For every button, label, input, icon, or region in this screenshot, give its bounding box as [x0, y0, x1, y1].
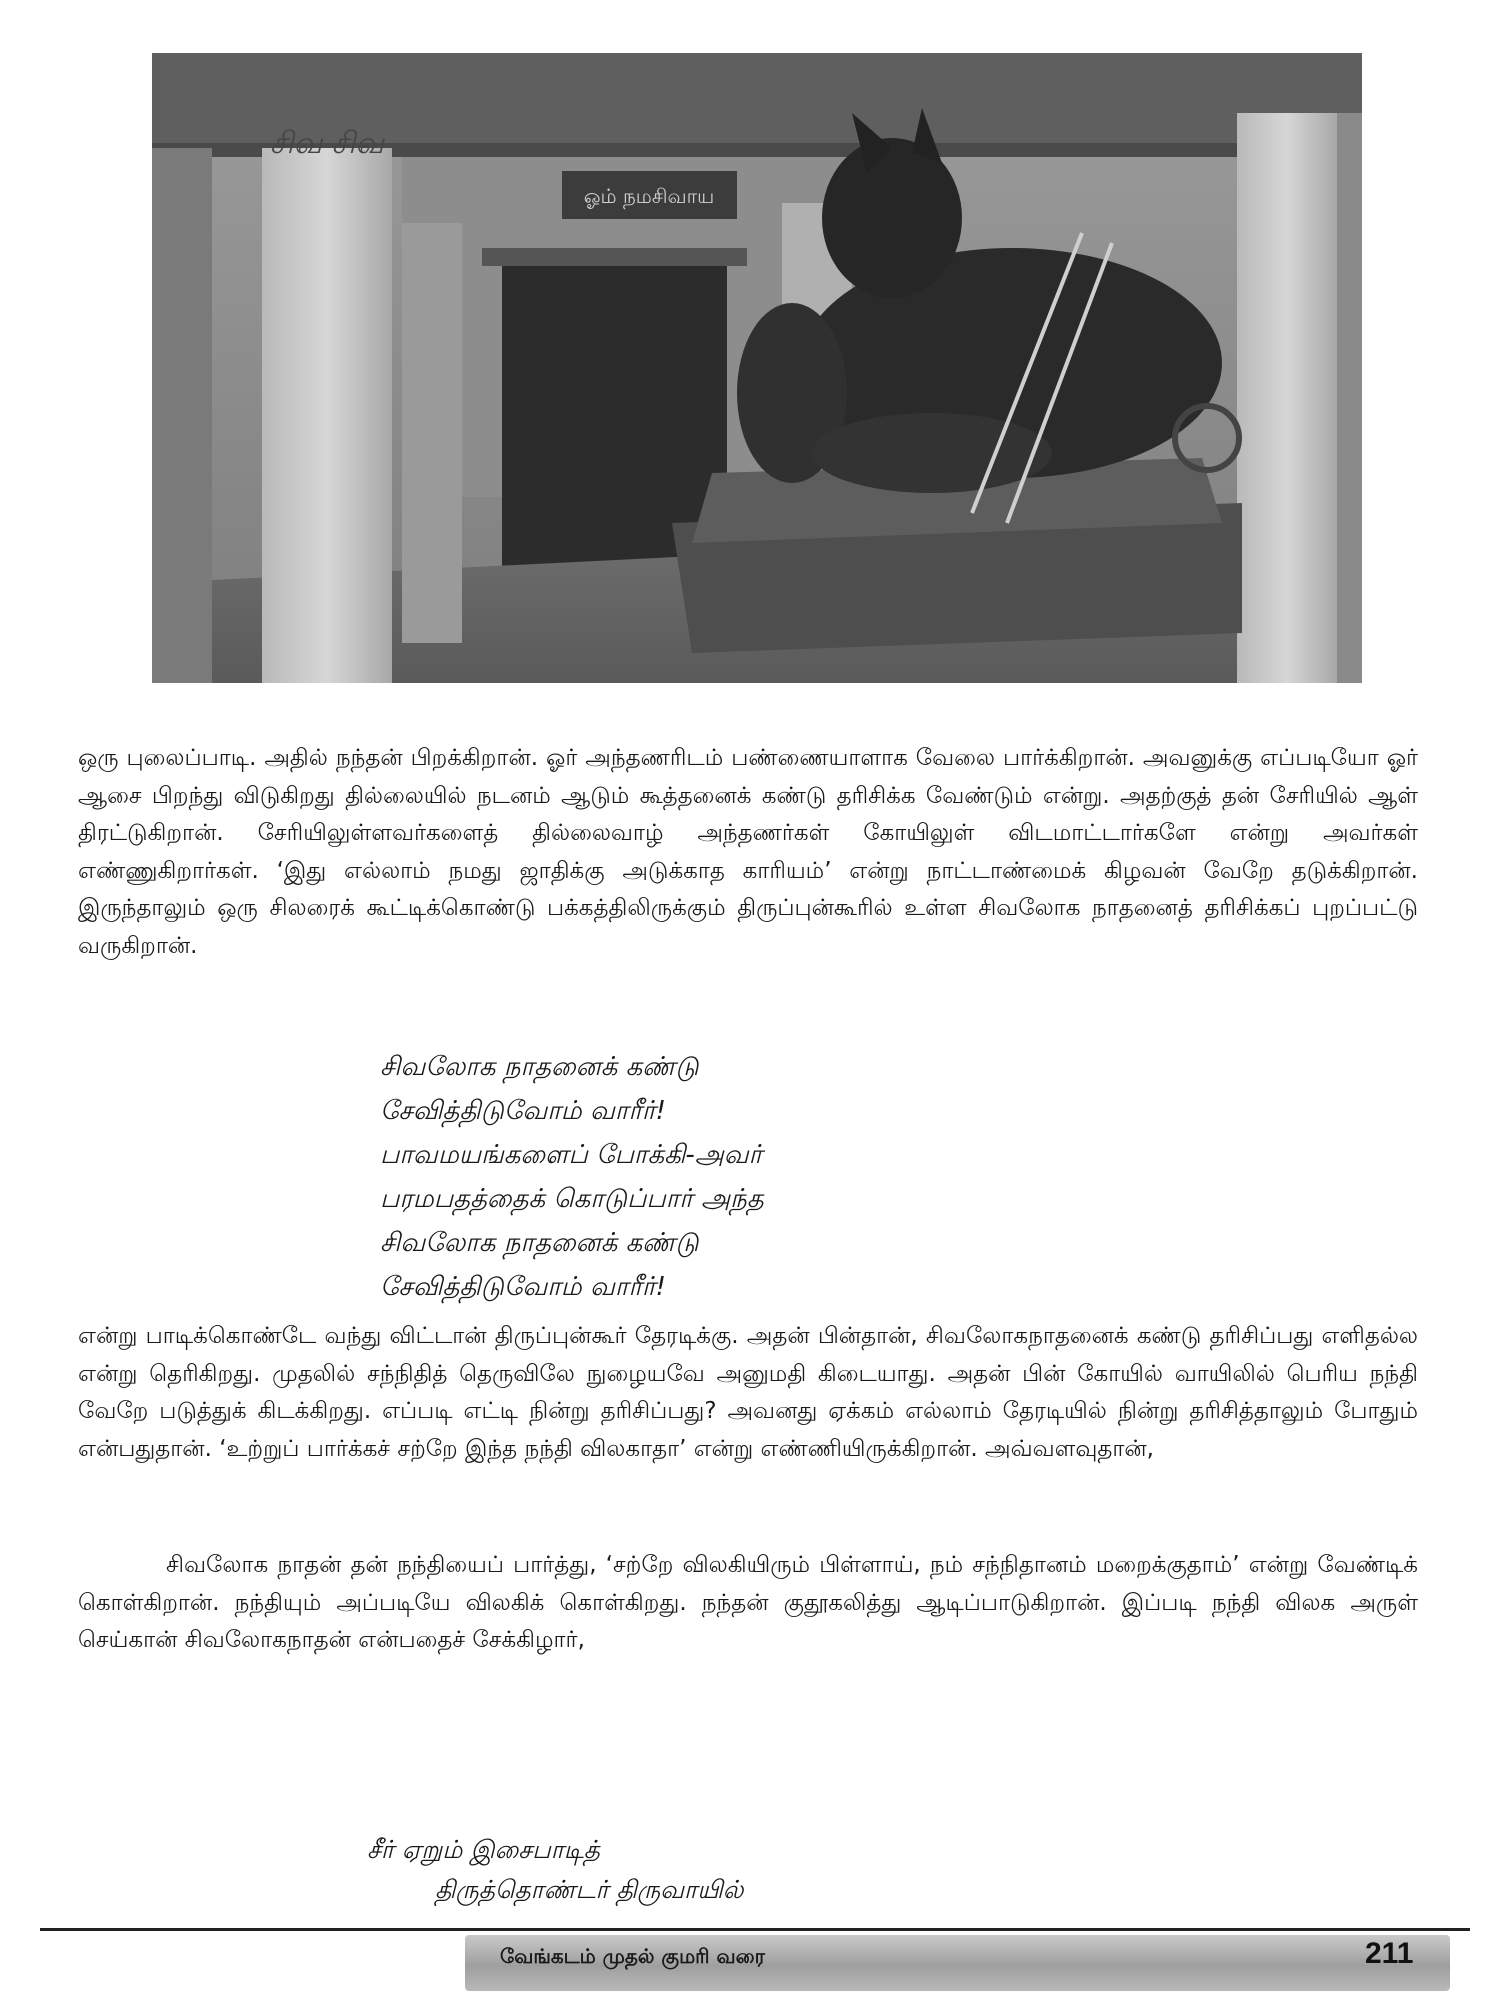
verse-line: சிவலோக நாதனைக் கண்டு: [380, 1228, 699, 1258]
verse-line: சேவித்திடுவோம் வாரீர்!: [380, 1272, 666, 1302]
paragraph-nandi: என்று பாடிக்கொண்டே வந்து விட்டான் திருப்புன்கூர் தேரடிக்கு. அதன் பின்தான், சிவலோகநாதனைக் கண்டு தரிசிப்பது எளிதல்ல என்று தெரிகிறது. முதலில் சந்நிதித் தெருவிலே நுழையவே அனுமதி கிடையாது. அதன் பின் கோயில் வாயிலில் பெரிய நந்தி வேறே படுத்துக் கிடக்கிறது. எப்படி எட்டி நின்று தரிசிப்பது? அவனது ஏக்கம் எல்லாம் தேரடியில் நின்று தரிசித்தாலும் போதும் என்பதுதான். ‘உற்றுப் பார்க்கச் சற்றே இந்த நந்தி விலகாதா’ என்று எண்ணியிருக்கிறான். அவ்வளவுதான்,: [78, 1323, 1418, 1462]
song-verse: [380, 1045, 764, 1309]
footer-divider: [40, 1928, 1470, 1931]
left-pillar: [262, 148, 392, 683]
paragraph-intro: ஒரு புலைப்பாடி. அதில் நந்தன் பிறக்கிறான். ஓர் அந்தணரிடம் பண்ணையாளாக வேலை பார்க்கிறான். அவனுக்கு எப்படியோ ஓர் ஆசை பிறந்து விடுகிறது தில்லையில் நடனம் ஆடும் கூத்தனைக் கண்டு தரிசிக்க வேண்டும் என்று. அதற்குத் தன் சேரியில் ஆள் திரட்டுகிறான். சேரியிலுள்ளவர்களைத் தில்லைவாழ் அந்தணர்கள் கோயிலுள் விடமாட்டார்களே என்று அவர்கள் எண்ணுகிறார்கள். ‘இது எல்லாம் நமது ஜாதிக்கு அடுக்காத காரியம்’ என்று நாட்டாண்மைக் கிழவன் வேறே தடுக்கிறான். இருந்தாலும் ஒரு சிலரைக் கூட்டிக்கொண்டு பக்கத்திலிருக்கும் திருப்புன்கூரில் உள்ள சிவலோக நாதனைத் தரிசிக்கப் புறப்பட்டு வருகிறான்.: [78, 745, 1418, 959]
right-pillar: [1237, 113, 1337, 683]
page-number: 211: [1365, 1937, 1414, 1970]
verse-line: சேவித்திடுவோம் வாரீர்!: [380, 1096, 666, 1126]
verse-line: சிவலோக நாதனைக் கண்டு: [380, 1052, 699, 1082]
nandi-temple-image: [152, 53, 1362, 683]
paragraph-sivaloka: சிவலோக நாதன் தன் நந்தியைப் பார்த்து, ‘சற்றே விலகியிரும் பிள்ளாய், நம் சந்நிதானம் மறைக்குதாம்’ என்று வேண்டிக் கொள்கிறான். நந்தியும் அப்படியே விலகிக் கொள்கிறது. நந்தன் குதூகலித்து ஆடிப்பாடுகிறான். இப்படி நந்தி விலக அருள் செய்கான் சிவலோகநாதன் என்பதைச் சேக்கிழார்,: [78, 1552, 1418, 1653]
pillar-sign: சிவ சிவ: [270, 126, 384, 161]
temple-photo: [152, 53, 1362, 683]
closing-verse-line: சீர் ஏறும் இசைபாடித்: [367, 1835, 600, 1864]
verse-line: பாவமயங்களைப் போக்கி-அவர்: [380, 1140, 763, 1170]
closing-verse: [367, 1830, 744, 1910]
book-title: வேங்கடம் முதல் குமரி வரை: [500, 1944, 765, 1968]
verse-line: பரமபதத்தைக் கொடுப்பார் அந்த: [380, 1184, 764, 1214]
plaque-text: ஓம் நமசிவாய: [583, 184, 715, 208]
closing-verse-line: திருத்தொண்டர் திருவாயில்: [435, 1875, 744, 1904]
